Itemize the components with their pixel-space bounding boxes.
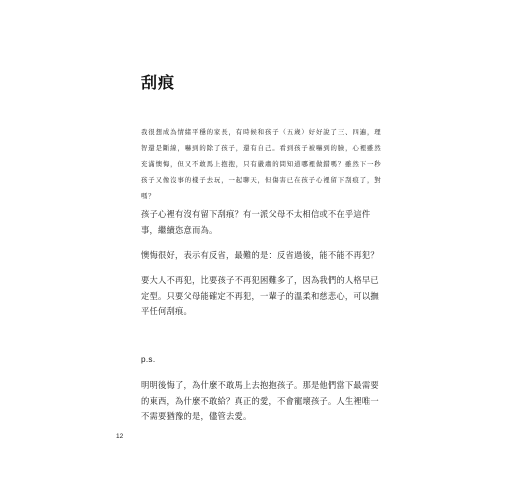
postscript-text: 明明後悔了，為什麼不敢馬上去抱抱孩子。那是他們當下最需要的東西，為什麼不敢給？真正的愛，不會寵壞孩子。人生裡唯一不需要猶豫的是，儘管去愛。 (141, 380, 379, 421)
postscript-label: p.s. (141, 355, 156, 364)
answer-paragraph-2: 懊悔很好，表示有反省，最難的是：反省過後，能不能不再犯？ (141, 250, 379, 260)
page-title: 刮痕 (141, 73, 176, 92)
reader-question: 我很想成為情緒平穩的家長，有時候和孩子（五歲）好好說了三、四遍，理智還是斷線，嚇到的除了孩子，還有自己。看到孩子被嚇到的臉，心裡雖然充滿懊悔，但又不敢馬上抱抱，只有嚴肅的問知道哪裡做錯嗎？雖然下一秒孩子又像沒事的樣子去玩，一起聊天，但傷害已在孩子心裡留下刮痕了，對嗎？ (141, 128, 382, 200)
answer-paragraph-3: 要大人不再犯，比要孩子不再犯困難多了，因為我們的人格早已定型。只要父母能確定不再犯，一輩子的溫柔和慈悲心，可以撫平任何刮痕。 (141, 275, 379, 316)
page-number: 12 (116, 433, 124, 440)
answer-paragraph-1: 孩子心裡有沒有留下刮痕？有一派父母不太相信或不在乎這件事，繼續恣意而為。 (141, 209, 371, 235)
